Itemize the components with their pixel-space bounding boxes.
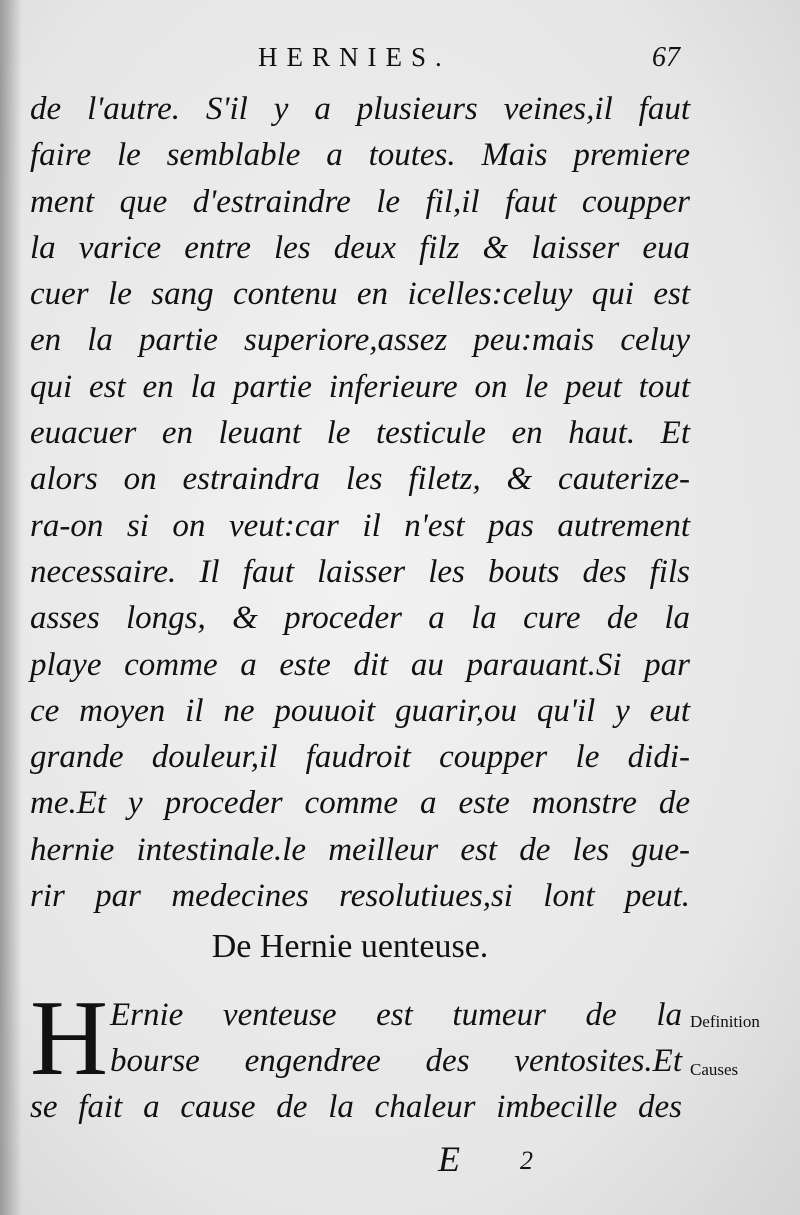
gutter-shadow [0,0,22,1215]
drop-cap: H [30,979,108,1098]
signature-letter: E [438,1139,460,1179]
paragraph-line: bourse engendree des ventosites.Et [110,1043,682,1079]
text-line: grande douleur,il faudroit coupper le didi- [30,739,690,776]
text-line: euacuer en leuant le testicule en haut. Et [30,415,690,452]
paragraph-line: se fait a cause de la chaleur imbecille des [30,1089,682,1125]
margin-note-definition: Definition [690,1012,760,1031]
paragraph [30,979,682,1142]
section-heading: De Hernie uenteuse. [211,928,489,965]
text-line: necessaire. Il faut laisser les bouts des fils [30,553,690,590]
text-line: en la partie superiore,assez peu:mais celuy [30,322,690,359]
paragraph-line: Ernie venteuse est tumeur de la [110,997,682,1033]
text-line: rir par medecines resolutiues,si lont peut. [30,878,690,915]
text-line: asses longs, & proceder a la cure de la [30,600,690,637]
text-line: faire le semblable a toutes. Mais premiere [30,137,690,174]
signature-number: 2 [520,1146,533,1175]
body-text [30,86,690,919]
signature-mark [0,1138,800,1178]
text-line: cuer le sang contenu en icelles:celuy qui est [30,276,690,313]
text-line: ce moyen il ne pouuoit guarir,ou qu'il y eut [30,692,690,729]
text-line: playe comme a este dit au parauant.Si par [30,646,690,683]
text-line: hernie intestinale.le meilleur est de les gue- [30,831,690,868]
text-line: la varice entre les deux filz & laisser eua [30,229,690,266]
text-line: me.Et y proceder comme a este monstre de [30,785,690,822]
running-head: HERNIES. [258,42,451,72]
text-line: de l'autre. S'il y a plusieurs veines,il faut [30,91,690,127]
text-line: ment que d'estraindre le fil,il faut coupper [30,183,690,220]
text-line: qui est en la partie inferieure on le peut tout [30,368,690,405]
margin-note-cause: Causes [690,1060,739,1079]
text-line: ra-on si on veut:car il n'est pas autrement [30,507,690,544]
page-number: 67 [652,42,680,73]
text-line: alors on estraindra les filetz, & cauterize- [30,461,690,498]
page-header [0,38,800,78]
